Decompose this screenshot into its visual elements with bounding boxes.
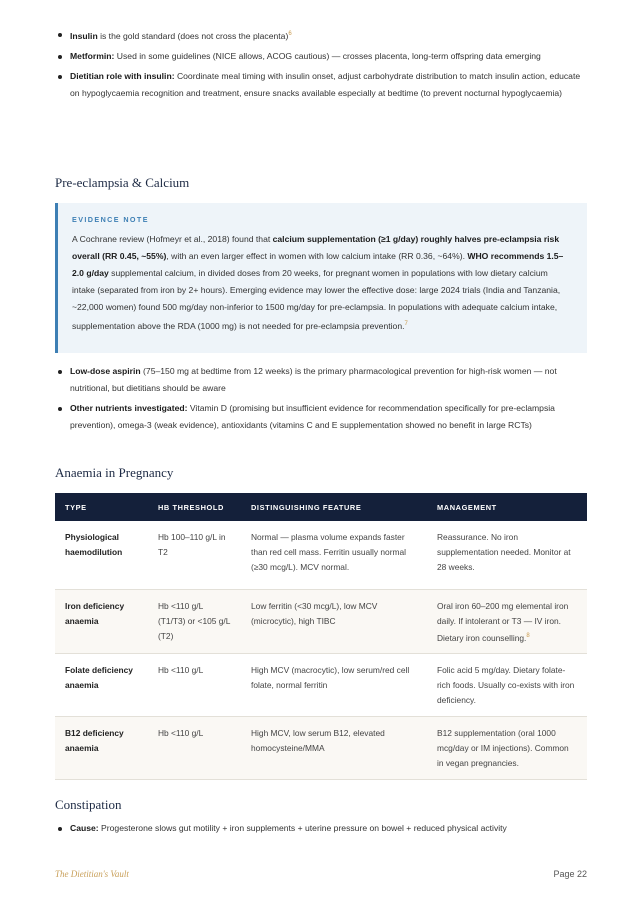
insulin-bullet-list [55,26,587,102]
cell-hb: Hb <110 g/L [148,717,241,780]
table-row [55,521,587,589]
bullet-bold: Insulin [70,30,98,41]
column-header-type: TYPE [55,493,148,521]
cell-type: B12 deficiency anaemia [55,717,148,780]
list-item [55,363,587,397]
section-heading-anaemia: Anaemia in Pregnancy [55,465,174,480]
bullet-text: Used in some guidelines (NICE allows, ACOG cautious) — crosses placenta, long-term offspring data emerging [114,50,541,61]
list-item [55,400,587,434]
evidence-bold: WHO recommends 1.5–2.0 g/day [72,251,564,278]
section-heading-constipation: Constipation [55,797,122,812]
bullet-bold: Other nutrients investigated: [70,403,188,413]
evidence-text: , with an even larger effect in women with low calcium intake (RR 0.36, ~64%). [166,251,468,261]
table-row [55,589,587,654]
reference-marker[interactable]: 7 [404,321,408,327]
cell-hb: Hb <110 g/L [148,654,241,717]
constipation-bullet-list [55,820,587,837]
cell-feature: High MCV, low serum B12, elevated homocysteine/MMA [241,717,427,780]
bullet-bold: Low-dose aspirin [70,366,141,376]
page-number: Page 22 [553,869,587,879]
bullet-text: Vitamin D (promising but insufficient evidence for recommendation specifically for pre-eclampsia prevention), omega-3 (weak evidence), antioxidants (vitamins C and E supplementation showed no benefit in large RCTs) [70,403,555,430]
table-header-row [55,493,587,521]
evidence-note-label: EVIDENCE NOTE [72,215,149,224]
bullet-bold: Cause: [70,823,99,833]
evidence-text: supplemental calcium, in divided doses from 20 weeks, for pregnant women in populations with low dietary calcium intake (separated from iron by 2+ hours). Emerging evidence may lower the effective dose: large 2024 trials (India and Tanzania, ~22,000 women) found 500 mg/day non-inferior to 1500 mg/day for pre-eclampsia. In populations with adequate calcium intake, supplementation above the RDA (1000 mg) is not needed for pre-eclampsia prevention. [72,268,561,331]
cell-type: Iron deficiency anaemia [55,589,148,654]
bullet-text: Coordinate meal timing with insulin onset, adjust carbohydrate distribution to match insulin action, educate on hypoglycaemia recognition and treatment, ensure snacks available especially at bedtime (to prevent nocturnal hypoglycaemia) [70,70,581,98]
evidence-text: A Cochrane review (Hofmeyr et al., 2018) found that [72,234,273,244]
cell-feature: Low ferritin (<30 mcg/L), low MCV (microcytic), high TIBC [241,589,427,654]
cell-feature: Normal — plasma volume expands faster than red cell mass. Ferritin usually normal (≥30 mcg/L). MCV normal. [241,521,427,589]
evidence-note-box [55,203,587,353]
cell-type: Folate deficiency anaemia [55,654,148,717]
list-item [55,68,587,102]
anaemia-table [55,493,587,780]
table-row [55,717,587,780]
bullet-bold: Dietitian role with insulin: [70,70,175,81]
evidence-note-body [72,231,573,335]
reference-marker[interactable]: 8 [526,632,530,639]
list-item [55,820,587,837]
cell-hb: Hb <110 g/L (T1/T3) or <105 g/L (T2) [148,589,241,654]
bullet-text: (75–150 mg at bedtime from 12 weeks) is the primary pharmacological prevention for high-risk women — not nutritional, but dietitians should be aware [70,366,557,393]
bullet-text: Progesterone slows gut motility + iron supplements + uterine pressure on bowel + reduced physical activity [98,823,507,833]
column-header-feature: DISTINGUISHING FEATURE [241,493,427,521]
cell-management [427,589,587,654]
cell-hb: Hb 100–110 g/L in T2 [148,521,241,589]
table-row [55,654,587,717]
cell-management: Reassurance. No iron supplementation needed. Monitor at 28 weeks. [427,521,587,589]
column-header-hb-threshold: HB THRESHOLD [148,493,241,521]
footer-brand: The Dietitian's Vault [55,869,129,879]
cell-management-text: Oral iron 60–200 mg elemental iron daily. If intolerant or T3 — IV iron. Dietary iron counselling. [437,600,569,643]
preeclampsia-bullet-list [55,363,587,434]
evidence-bold: calcium supplementation (≥1 g/day) roughly halves pre-eclampsia risk overall (RR 0.45, ~55%) [72,234,560,261]
bullet-text: is the gold standard (does not cross the placenta) [97,30,289,41]
list-item [55,26,587,45]
list-item [55,48,587,65]
column-header-management: MANAGEMENT [427,493,587,521]
cell-management: Folic acid 5 mg/day. Dietary folate-rich foods. Usually co-exists with iron deficiency. [427,654,587,717]
bullet-bold: Metformin: [70,50,115,61]
cell-type: Physiological haemodilution [55,521,148,589]
section-heading-preeclampsia: Pre-eclampsia & Calcium [55,175,190,190]
cell-management: B12 supplementation (oral 1000 mcg/day or IM injections). Common in vegan pregnancies. [427,717,587,780]
reference-marker[interactable]: 6 [288,31,292,37]
cell-feature: High MCV (macrocytic), low serum/red cell folate, normal ferritin [241,654,427,717]
